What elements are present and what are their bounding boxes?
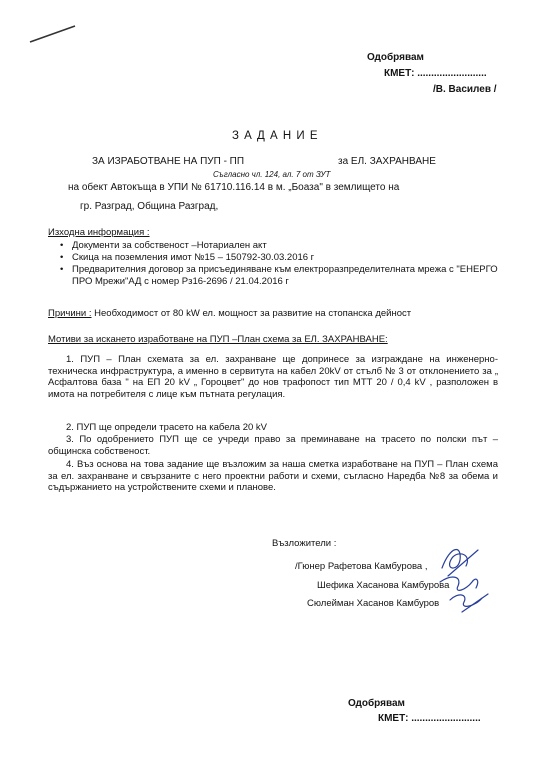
source-item-1: • Документи за собственост –Нотариален акт <box>60 240 500 252</box>
motive-point-2: 2. ПУП ще определи трасето на кабела 20 kV <box>66 422 267 433</box>
assignors-label: Възложители : <box>272 538 337 549</box>
approval-title-top: Одобрявам <box>367 52 424 63</box>
mayor-line-top: КМЕТ: ......................... <box>384 68 487 79</box>
motive-point-1: 1. ПУП – План схемата за ел. захранване ще допринесе за изграждане на инженерно-техническа инфраструктура, а именно в сервитута на кабел 20kV от стълб № 3 от отклонението за „ Асфалтова база " на ЕП 20 kV „ Гороцвет" до нов трафопост тип МТТ 20 / 0,4 kV , разположен в имота на потребителя с лице към пътната регулация. <box>48 354 498 400</box>
mayor-line-bottom: КМЕТ: ......................... <box>378 713 481 724</box>
corner-pen-mark <box>28 22 78 46</box>
assignor-name-2: Шефика Хасанова Камбурова <box>317 580 450 591</box>
source-document-list <box>60 240 500 288</box>
reasons-line <box>48 308 411 319</box>
signature-mark <box>432 540 492 618</box>
motives-label: Мотиви за искането изработване на ПУП –План схема за ЕЛ. ЗАХРАНВАНЕ: <box>48 334 388 345</box>
reasons-text: Необходимост от 80 kW ел. мощност за развитие на стопанска дейност <box>94 308 412 319</box>
document-heading: З А Д А Н И Е <box>232 130 319 142</box>
subject-line-1-left: ЗА ИЗРАБОТВАНЕ НА ПУП - ПП <box>92 156 245 167</box>
assignor-name-1: /Гюнер Рафетова Камбурова , <box>295 561 428 572</box>
subject-line-1-right: за ЕЛ. ЗАХРАНВАНЕ <box>338 156 436 167</box>
subject-line-3: гр. Разград, Община Разград, <box>80 201 219 212</box>
approval-title-bottom: Одобрявам <box>348 698 405 709</box>
source-item-3: • Предварителния договор за присъединяване към електроразпределителната мрежа с "ЕНЕРГО ПРО Мрежи"АД с номер Рз16-2696 / 21.04.2016 г <box>60 264 500 288</box>
reasons-label: Причини : <box>48 308 92 319</box>
assignor-name-3: Сюлейман Хасанов Камбуров <box>307 598 440 609</box>
motive-point-4: 4. Въз основа на това задание ще възложим за наша сметка изработване на ПУП – План схема за ел. захранване и свързаните с него проектни работи и схеми, съгласно Наредба №8 за обема и съдържанието на устройствените схеми и планове. <box>48 459 498 493</box>
source-info-label: Изходна информация : <box>48 227 150 238</box>
motive-point-3: 3. По одобрението ПУП ще се учреди право за преминаване на трасето по полски път – общинска собственост. <box>48 434 498 457</box>
mayor-name: /В. Василев / <box>433 84 497 95</box>
source-item-2: • Скица на поземления имот №15 – 150792-30.03.2016 г <box>60 252 500 264</box>
subject-line-2: на обект Автокъща в УПИ № 61710.116.14 в м. „Боаза" в землището на <box>68 182 400 193</box>
legal-basis: Съгласно чл. 124, ал. 7 от ЗУТ <box>213 170 331 179</box>
